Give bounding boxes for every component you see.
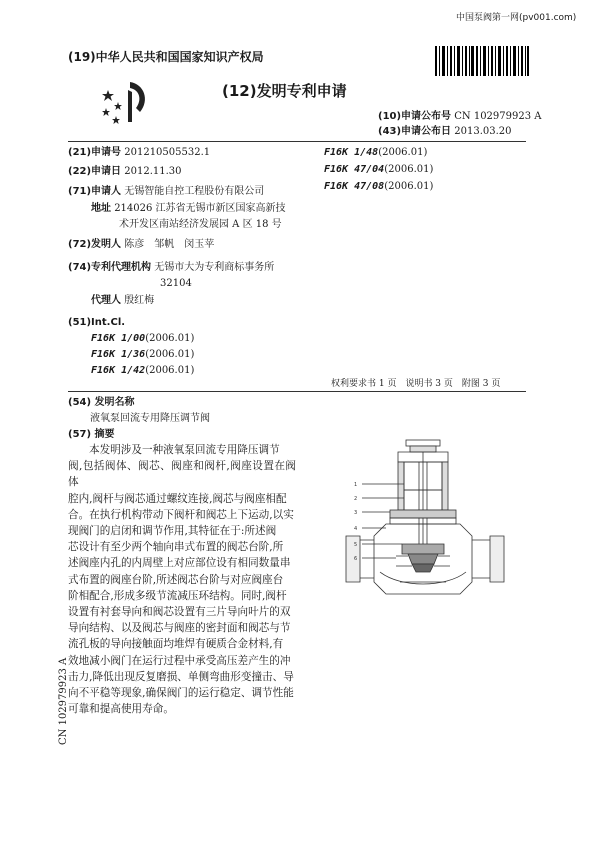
right-class-item: [324, 163, 433, 177]
pub-number-row: [378, 110, 542, 124]
header-divider: [68, 141, 526, 142]
section-divider: [68, 391, 526, 392]
applicant-row: [68, 185, 264, 199]
abstract-line: 设置有衬套导向和阀芯设置有三片导向叶片的双: [68, 606, 291, 619]
figure-label-4: 4: [354, 526, 358, 532]
agency-label: (74)专利代理机构: [68, 262, 152, 273]
abstract-line: 式布置的阀座台阶,所述阀芯台阶与对应阀座台: [68, 573, 284, 586]
sipo-logo-icon: [100, 78, 156, 128]
abstract-label: (57) 摘要: [68, 429, 115, 440]
address-line-2: 术开发区南站经济发展园 A 区 18 号: [119, 219, 282, 230]
application-date-row: [68, 165, 182, 179]
applicant-label: (71)申请人: [68, 186, 122, 197]
right-class-version: (2006.01): [378, 147, 428, 158]
right-class-code: F16K 47/04: [324, 164, 385, 175]
figure-label-1: 1: [354, 482, 358, 488]
intcl-item: [91, 332, 194, 346]
inventor-label: (72)发明人: [68, 239, 122, 250]
abstract-line: 本发明涉及一种液氧泵回流专用降压调节: [89, 444, 280, 456]
agency-code: 32104: [160, 278, 192, 289]
abstract-line: 腔内,阀杆与阀芯通过螺纹连接,阀芯与阀座相配: [68, 492, 287, 505]
intcl-version: (2006.01): [145, 349, 195, 360]
abstract-line: 导向结构、以及阀芯与阀座的密封面和阀芯与节: [68, 622, 291, 635]
title-label: (54) 发明名称: [68, 397, 135, 408]
right-class-item: [324, 180, 433, 194]
application-number-value: 201210505532.1: [124, 147, 211, 158]
abstract-line: 流孔板的导向接触面均堆焊有硬质合金材料,有: [68, 638, 284, 651]
agent-value: 殷红梅: [124, 295, 155, 306]
right-class-version: (2006.01): [384, 181, 434, 192]
pub-date-value: 2013.03.20: [454, 126, 512, 137]
abstract-line: 击力,降低出现反复磨损、单侧弯曲形变撞击、导: [68, 670, 294, 683]
abstract-line: 述阀座内孔的内周壁上对应部位设有相同数量串: [68, 557, 291, 570]
intcl-version: (2006.01): [145, 333, 195, 344]
figure-label-3: 3: [354, 510, 358, 516]
pub-date-label: (43)申请公布日: [378, 126, 452, 137]
abstract-line: 合。在执行机构带动下阀杆和阀芯上下运动,以实: [68, 508, 294, 521]
abstract-line: 现阀门的启闭和调节作用,其特征在于:所述阀: [68, 525, 277, 538]
address-line-1: 214026 江苏省无锡市新区国家高新技: [114, 203, 286, 214]
intcl-code: F16K 1/00: [91, 333, 146, 344]
document-type: (12)发明专利申请: [222, 82, 347, 100]
side-publication-number: CN 102979923 A: [58, 657, 69, 745]
valve-drawing: [340, 432, 536, 618]
intcl-label: (51)Int.Cl.: [68, 317, 126, 328]
page-counts: 权利要求书 1 页 说明书 3 页 附图 3 页: [331, 379, 501, 389]
abstract-line: 阶相配合,形成多级节流减压环结构。同时,阀杆: [68, 589, 287, 602]
abstract-line: 效地减小阀门在运行过程中承受高压差产生的冲: [68, 654, 291, 667]
pub-number-value: CN 102979923 A: [454, 111, 542, 122]
invention-title: 液氧泵回流专用降压调节阀: [90, 413, 210, 424]
application-number-row: [68, 146, 210, 160]
application-number-label: (21)申请号: [68, 147, 122, 158]
inventor-row: [68, 238, 214, 252]
agency-row: [68, 261, 274, 275]
abstract-line: 阀,包括阀体、阀芯、阀座和阀杆,阀座设置在阀体: [68, 460, 296, 489]
application-date-value: 2012.11.30: [124, 166, 182, 177]
application-date-label: (22)申请日: [68, 166, 122, 177]
abstract-line: 可靠和提高使用寿命。: [68, 703, 174, 716]
intcl-code: F16K 1/42: [91, 365, 146, 376]
intcl-item: [91, 364, 194, 378]
pub-date-row: [378, 125, 512, 139]
office-name: (19)中华人民共和国国家知识产权局: [68, 50, 264, 64]
intcl-item: [91, 348, 194, 362]
figure-label-6: 6: [354, 556, 358, 562]
figure-label-5: 5: [354, 542, 358, 548]
abstract-line: 向不平稳等现象,确保阀门的运行稳定、调节性能: [68, 687, 294, 700]
intcl-code: F16K 1/36: [91, 349, 146, 360]
right-class-code: F16K 47/08: [324, 181, 385, 192]
inventor-value: 陈彦 邹帆 闵玉苹: [124, 239, 215, 250]
right-class-code: F16K 1/48: [324, 147, 379, 158]
address-row: [91, 202, 286, 216]
agent-label: 代理人: [91, 295, 121, 306]
agent-row: [91, 294, 154, 308]
right-class-version: (2006.01): [384, 164, 434, 175]
intcl-version: (2006.01): [145, 365, 195, 376]
barcode-image: [435, 46, 529, 76]
agency-value: 无锡市大为专利商标事务所: [154, 262, 275, 273]
abstract-text: [68, 442, 296, 717]
address-label: 地址: [91, 203, 111, 214]
pub-number-label: (10)申请公布号: [378, 111, 452, 122]
applicant-value: 无锡智能自控工程股份有限公司: [124, 186, 265, 197]
watermark-text: 中国泵阀第一网(pv001.com): [456, 13, 577, 23]
abstract-line: 芯设计有至少两个轴向串式布置的阀芯台阶,所: [68, 541, 284, 554]
figure-label-2: 2: [354, 496, 358, 502]
right-class-item: [324, 146, 427, 160]
